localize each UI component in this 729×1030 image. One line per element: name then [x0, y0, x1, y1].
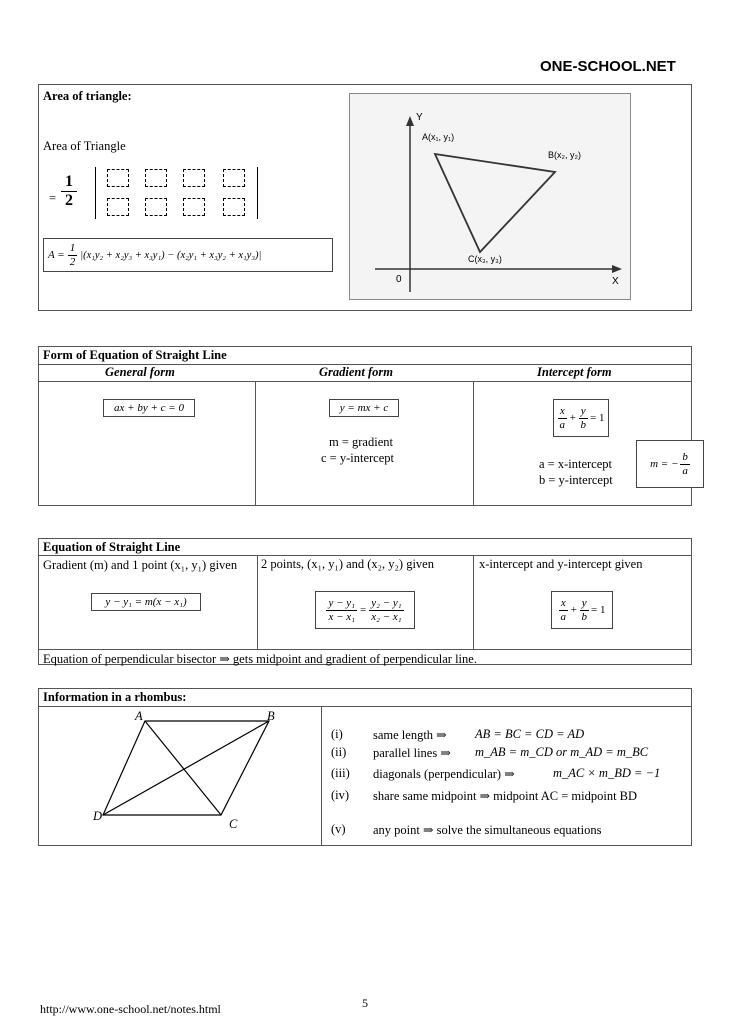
divider [39, 706, 691, 707]
x-over-a [558, 405, 568, 430]
rhombus-item-num: (v) [331, 822, 346, 836]
a-den: a [559, 418, 566, 431]
m-definition: m = gradient [329, 435, 393, 449]
intercepts-header: x-intercept and y-intercept given [479, 557, 643, 571]
intercept-form-header: Intercept form [537, 365, 612, 379]
triangle-heading: Area of triangle: [43, 89, 132, 103]
y-num: y [580, 405, 586, 418]
triangle-subheading: Area of Triangle [43, 139, 126, 153]
a-definition: a = x-intercept [539, 457, 612, 471]
m-ratio-den: a [682, 464, 688, 477]
matrix-cell [183, 198, 205, 216]
divider [255, 381, 256, 505]
half-denominator: 2 [65, 192, 73, 209]
intercept-equation [551, 591, 613, 629]
line-form-section [38, 346, 692, 506]
eq3-n2: y [581, 597, 587, 610]
origin-label: 0 [396, 274, 402, 285]
divider [39, 555, 691, 556]
two-points-header: 2 points, (x₁, y₁) and (x₂, y₂) given [261, 557, 434, 571]
equals-sign: = [49, 191, 57, 205]
area-formula [43, 238, 333, 272]
rhombus-item-num: (i) [331, 727, 343, 741]
b-over-a [680, 451, 690, 476]
divider [257, 555, 258, 649]
two-point-n1: y − y₁ [328, 597, 355, 610]
rhombus-item-text: share same midpoint ⇒ midpoint AC = midpoint BD [373, 789, 638, 803]
eq3-y-over-b [579, 597, 589, 622]
point-gradient-equation: y − y₁ = m(x − x₁) [91, 593, 201, 611]
intercept-form-equation [553, 399, 609, 437]
divider [473, 381, 474, 505]
determinant-right-bar [257, 167, 258, 219]
area-formula-den: 2 [69, 255, 76, 268]
rhombus-item-math: m_AB = m_CD or m_AD = m_BC [475, 745, 649, 759]
triangle-graph [350, 94, 630, 299]
half-fraction [61, 173, 77, 210]
area-formula-lhs: A = [48, 249, 65, 261]
matrix-cell [107, 198, 129, 216]
plus-sign: + [569, 412, 577, 424]
rhombus-item-text: any point ⇒ solve the simultaneous equations [373, 823, 602, 837]
area-formula-num: 1 [69, 242, 76, 255]
c-definition: c = y-intercept [321, 451, 394, 465]
footer-url[interactable]: http://www.one-school.net/notes.html [40, 1002, 221, 1016]
line-form-heading: Form of Equation of Straight Line [43, 348, 227, 362]
rhombus-item-math: AB = BC = CD = AD [475, 727, 585, 741]
perpendicular-bisector-note: Equation of perpendicular bisector ⇒ gets midpoint and gradient of perpendicular line. [43, 652, 477, 666]
matrix-cell [145, 169, 167, 187]
general-form-header: General form [105, 365, 175, 379]
b-definition: b = y-intercept [539, 473, 613, 487]
rhombus-heading: Information in a rhombus: [43, 690, 187, 704]
two-point-d2: x₂ − x₁ [371, 610, 402, 623]
matrix-cell [107, 169, 129, 187]
point-a-label: A(x₁, y₁) [422, 132, 455, 142]
equation-line-section [38, 538, 692, 665]
m-ratio-num: b [682, 451, 688, 464]
gradient-point-header: Gradient (m) and 1 point (x₁, y₁) given [43, 558, 238, 572]
two-point-d1: x − x₁ [328, 610, 355, 623]
rhombus-item-text: diagonals (perpendicular) ⇒ [373, 767, 515, 781]
area-formula-fraction [68, 242, 78, 267]
page-number: 5 [362, 996, 368, 1010]
two-point-lhs [326, 597, 357, 622]
rhombus-item-num: (ii) [331, 745, 347, 759]
rhombus-item-text: same length ⇒ [373, 728, 447, 742]
area-formula-body: |(x₁y₂ + x₂y₃ + x₃y₁) − (x₂y₁ + x₃y₂ + x₁y₃)| [80, 249, 262, 261]
intercept-rhs: = 1 [589, 412, 605, 424]
plus-sign: + [570, 604, 578, 616]
m-ratio-lhs: m = − [650, 458, 679, 470]
divider [473, 555, 474, 649]
rhombus-item-num: (iii) [331, 766, 350, 780]
divider [39, 649, 691, 650]
divider [321, 706, 322, 845]
eq3-x-over-a [559, 597, 569, 622]
gradient-form-equation: y = mx + c [329, 399, 399, 417]
x-num: x [559, 405, 565, 418]
equals-sign: = [359, 604, 367, 616]
point-b-label: B(x₂, y₂) [548, 150, 581, 160]
matrix-cell [183, 169, 205, 187]
vertex-d-label: D [93, 809, 103, 823]
matrix-cell [223, 198, 245, 216]
eq3-d1: a [560, 610, 567, 623]
rhombus-item-text: parallel lines ⇒ [373, 746, 451, 760]
m-ratio-formula [636, 440, 704, 488]
gradient-form-header: Gradient form [319, 365, 393, 379]
point-c-label: C(x₃, y₃) [468, 254, 502, 264]
y-over-b [578, 405, 588, 430]
matrix-cell [145, 198, 167, 216]
general-form-equation: ax + by + c = 0 [103, 399, 195, 417]
y-axis-label: Y [416, 112, 423, 123]
site-header: ONE-SCHOOL.NET [540, 58, 676, 75]
x-axis-label: X [612, 276, 619, 287]
rhombus-item-math: m_AC × m_BD = −1 [553, 766, 661, 780]
determinant-left-bar [95, 167, 96, 219]
eq3-rhs: = 1 [590, 604, 606, 616]
vertex-a-label: A [135, 709, 143, 723]
eq3-n1: x [560, 597, 566, 610]
equation-line-heading: Equation of Straight Line [43, 540, 181, 554]
two-point-rhs [369, 597, 403, 622]
rhombus-section [38, 688, 692, 846]
half-numerator: 1 [61, 173, 77, 192]
two-point-n2: y₂ − y₁ [371, 597, 402, 610]
eq3-d2: b [581, 610, 587, 623]
divider [39, 381, 691, 382]
rhombus-diagram [89, 709, 289, 829]
rhombus-item-num: (iv) [331, 788, 350, 802]
triangle-section [38, 84, 692, 311]
vertex-b-label: B [267, 709, 275, 723]
two-point-equation [315, 591, 415, 629]
vertex-c-label: C [229, 817, 238, 831]
matrix-cell [223, 169, 245, 187]
b-den: b [580, 418, 586, 431]
triangle-diagram [349, 93, 631, 300]
